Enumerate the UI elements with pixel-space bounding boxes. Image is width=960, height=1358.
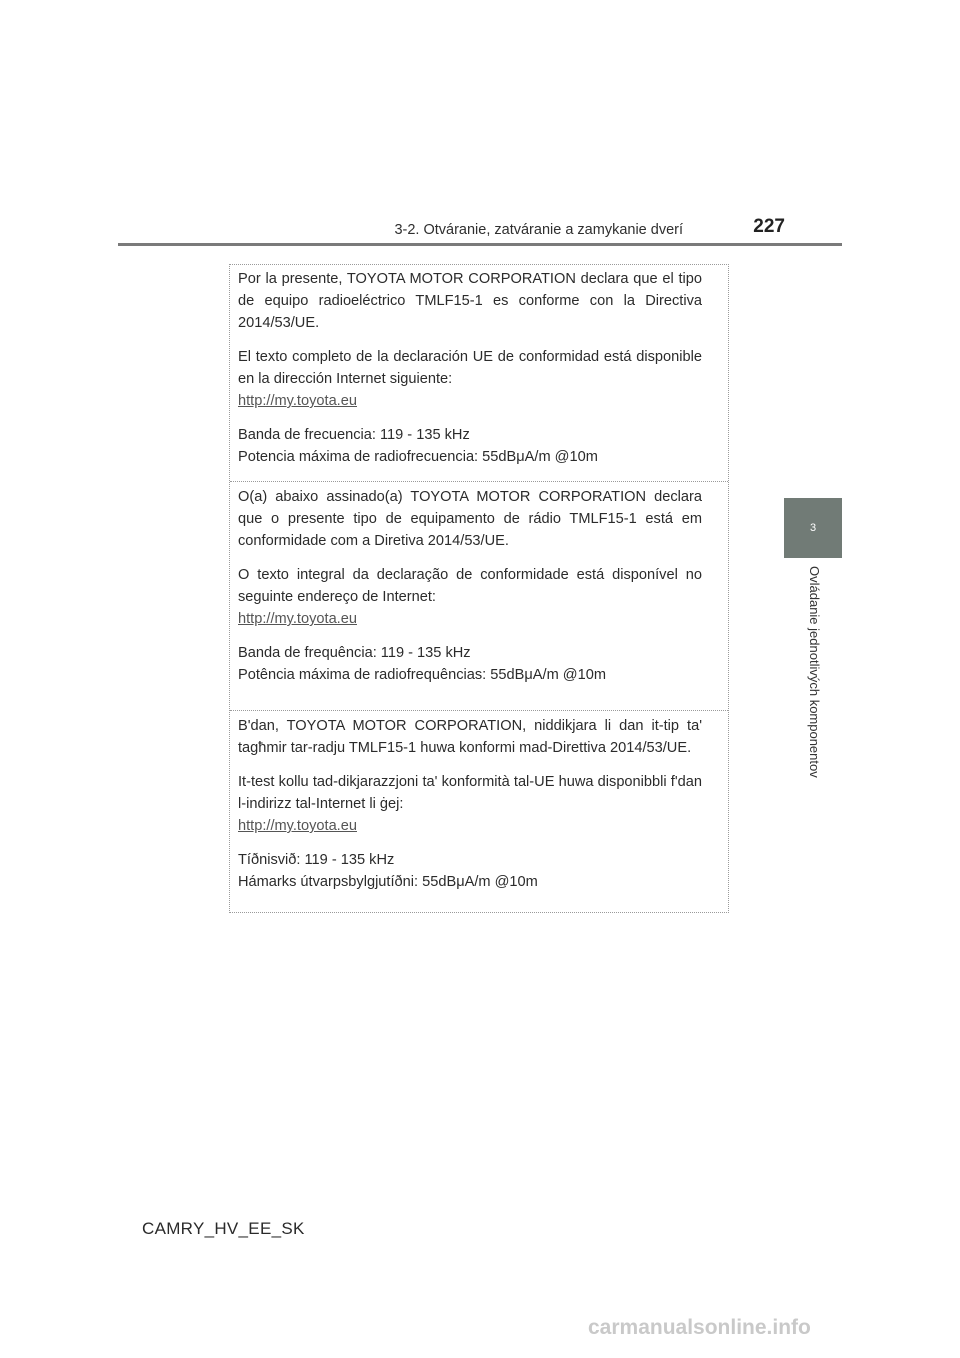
- document-code: CAMRY_HV_EE_SK: [142, 1219, 305, 1238]
- notice-block-spanish: [230, 265, 728, 481]
- frequency-band-text: Banda de frecuencia: 119 - 135 kHz: [238, 427, 470, 443]
- chapter-number: 3: [809, 522, 817, 534]
- watermark-text: carmanualsonline.info: [588, 1316, 811, 1339]
- availability-text: El texto completo de la declaración UE de conformidad está disponible en la dirección Internet siguiente:: [238, 349, 702, 387]
- chapter-tab: [784, 498, 842, 558]
- availability-text: O texto integral da declaração de conformidade está disponível no seguinte endereço de Internet:: [238, 567, 702, 605]
- max-power-text: Hámarks útvarpsbylgjutíðni: 55dBμA/m @10m: [238, 874, 538, 890]
- availability-text: It-test kollu tad-dikjarazzjoni ta' konformità tal-UE huwa disponibbli f'dan l-indirizz tal-Internet li ġej:: [238, 774, 702, 812]
- frequency-band-text: Banda de frequência: 119 - 135 kHz: [238, 645, 471, 661]
- notice-block-maltese: [230, 710, 728, 913]
- page-number: 227: [753, 216, 785, 237]
- chapter-label: Ovládanie jednotlivých komponentov: [807, 566, 822, 778]
- declaration-text: Por la presente, TOYOTA MOTOR CORPORATION declara que el tipo de equipo radioeléctrico TMLF15-1 es conforme con la Directiva 2014/53/UE.: [238, 271, 702, 331]
- notice-block-portuguese: [230, 481, 728, 710]
- declaration-text: B'dan, TOYOTA MOTOR CORPORATION, niddikjara li dan it-tip ta' tagħmir tar-radju TMLF15-1 huwa konformi mad-Direttiva 2014/53/UE.: [238, 718, 702, 756]
- declaration-link[interactable]: http://my.toyota.eu: [238, 818, 357, 834]
- section-title: 3-2. Otváranie, zatváranie a zamykanie dverí: [394, 222, 683, 238]
- declaration-link[interactable]: http://my.toyota.eu: [238, 611, 357, 627]
- header-rule: [118, 243, 842, 246]
- declaration-text: O(a) abaixo assinado(a) TOYOTA MOTOR CORPORATION declara que o presente tipo de equipamento de rádio TMLF15-1 está em conformidade com a Diretiva 2014/53/UE.: [238, 489, 702, 549]
- frequency-band-text: Tíðnisvið: 119 - 135 kHz: [238, 852, 395, 868]
- max-power-text: Potência máxima de radiofrequências: 55dBμA/m @10m: [238, 667, 606, 683]
- declaration-link[interactable]: http://my.toyota.eu: [238, 393, 357, 409]
- max-power-text: Potencia máxima de radiofrecuencia: 55dBμA/m @10m: [238, 449, 598, 465]
- conformity-notice-box: [229, 264, 729, 913]
